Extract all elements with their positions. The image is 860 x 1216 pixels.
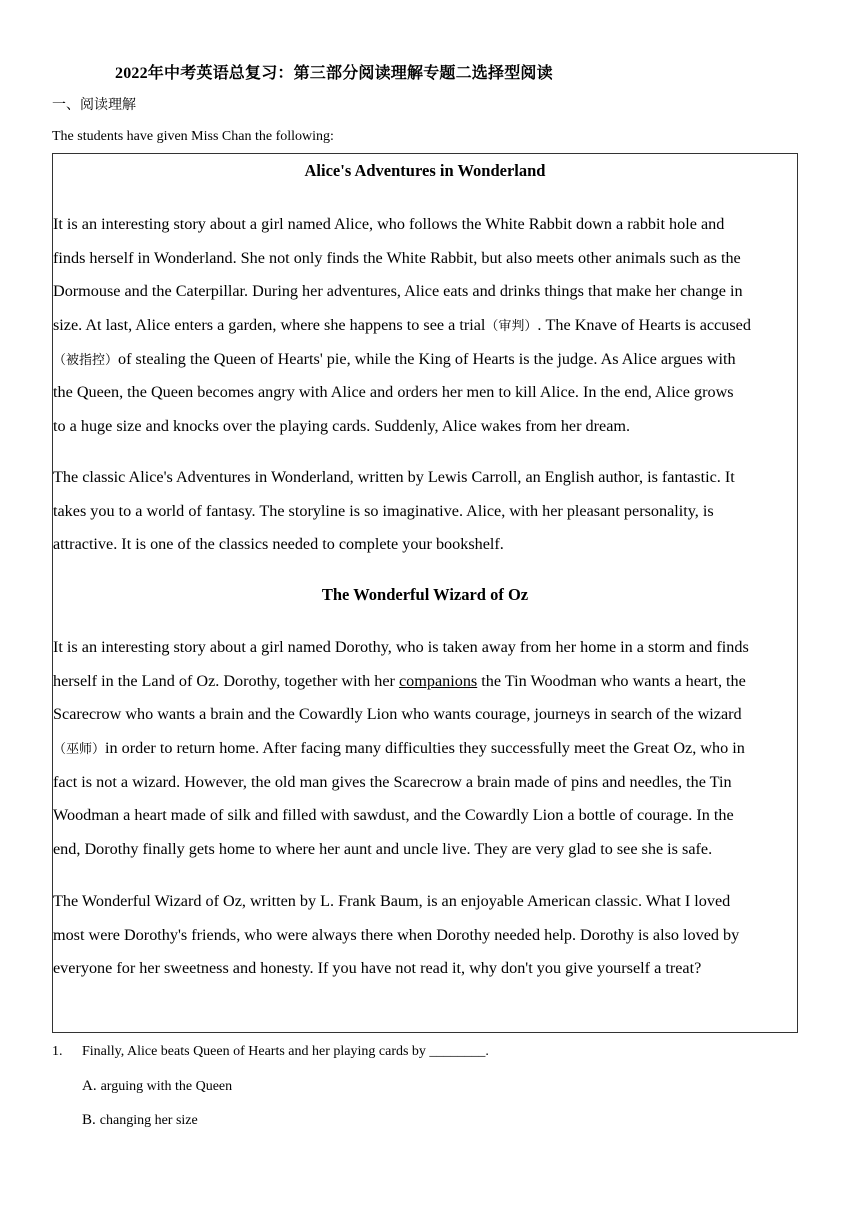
text-line: fact is not a wizard. However, the old man gives the Scarecrow a brain made of pins and needles, the Tin <box>53 772 732 791</box>
reading-passage-box <box>52 153 798 1033</box>
option-text: changing her size <box>99 1113 198 1128</box>
question-1 <box>52 1044 489 1060</box>
text-span: the Tin Woodman who wants a heart, the <box>477 671 746 690</box>
text-line: It is an interesting story about a girl named Alice, who follows the White Rabbit down a rabbit hole and <box>53 215 725 233</box>
option-a[interactable] <box>82 1078 232 1095</box>
section-heading: 一、阅读理解 <box>52 98 136 113</box>
passage-heading-oz: The Wonderful Wizard of Oz <box>321 585 529 604</box>
text-span: in order to return home. After facing many difficulties they successfully meet the Great Oz, who in <box>105 739 745 758</box>
text-line <box>53 665 813 699</box>
text-line: The Wonderful Wizard of Oz, written by L. Frank Baum, is an enjoyable American classic. What I loved <box>53 892 731 910</box>
passage-heading-alice: Alice's Adventures in Wonderland <box>304 161 546 180</box>
chinese-gloss: （审判） <box>485 318 538 334</box>
text-line: the Queen, the Queen becomes angry with Alice and orders her men to kill Alice. In the end, Alice grows <box>53 383 734 402</box>
text-line: It is an interesting story about a girl named Dorothy, who is taken away from her home in a storm and finds <box>53 638 749 656</box>
question-number: 1. <box>52 1044 63 1059</box>
text-line: The classic Alice's Adventures in Wonderland, written by Lewis Carroll, an English author, is fantastic. It <box>53 468 735 486</box>
text-line <box>53 732 813 766</box>
text-line: Dormouse and the Caterpillar. During her adventures, Alice eats and drinks things that make her change in <box>53 282 743 301</box>
text-span: herself in the Land of Oz. Dorothy, together with her <box>53 671 399 690</box>
paragraph-alice-review <box>53 461 813 562</box>
option-text: arguing with the Queen <box>100 1079 233 1094</box>
chinese-gloss: （被指控） <box>53 351 119 367</box>
text-line <box>53 309 813 343</box>
option-letter: A. <box>82 1078 97 1094</box>
paragraph-oz-story <box>53 631 813 867</box>
text-line: takes you to a world of fantasy. The storyline is so imaginative. Alice, with her pleasant personality, is <box>53 501 714 520</box>
option-letter: B. <box>82 1112 96 1128</box>
text-line: attractive. It is one of the classics needed to complete your bookshelf. <box>53 535 504 554</box>
text-line <box>53 343 813 377</box>
text-span: size. At last, Alice enters a garden, where she happens to see a trial <box>53 316 486 335</box>
text-line: to a huge size and knocks over the playing cards. Suddenly, Alice wakes from her dream. <box>53 417 631 436</box>
text-span: . The Knave of Hearts is accused <box>537 316 751 335</box>
paragraph-oz-review <box>53 885 813 986</box>
text-line: everyone for her sweetness and honesty. If you have not read it, why don't you give yourself a treat? <box>53 959 702 978</box>
paragraph-alice-story <box>53 208 813 444</box>
text-line: Woodman a heart made of silk and filled with sawdust, and the Cowardly Lion a bottle of courage. In the <box>53 806 734 825</box>
intro-text: The students have given Miss Chan the following: <box>52 129 334 144</box>
underlined-word: companions <box>398 671 478 690</box>
text-line: Scarecrow who wants a brain and the Cowardly Lion who wants courage, journeys in search of the wizard <box>53 705 742 724</box>
text-span: of stealing the Queen of Hearts' pie, while the King of Hearts is the judge. As Alice argues with <box>118 349 736 368</box>
text-line: most were Dorothy's friends, who were always there when Dorothy needed help. Dorothy is also loved by <box>53 925 740 944</box>
text-line: finds herself in Wonderland. She not only finds the White Rabbit, but also meets other animals such as the <box>53 248 741 267</box>
document-title: 2022年中考英语总复习：第三部分阅读理解专题二选择型阅读 <box>115 65 553 82</box>
text-line: end, Dorothy finally gets home to where her aunt and uncle live. They are very glad to see she is safe. <box>53 840 713 859</box>
option-b[interactable] <box>82 1112 198 1129</box>
question-text: Finally, Alice beats Queen of Hearts and her playing cards by ________. <box>82 1044 489 1059</box>
chinese-gloss: （巫师） <box>53 741 106 757</box>
